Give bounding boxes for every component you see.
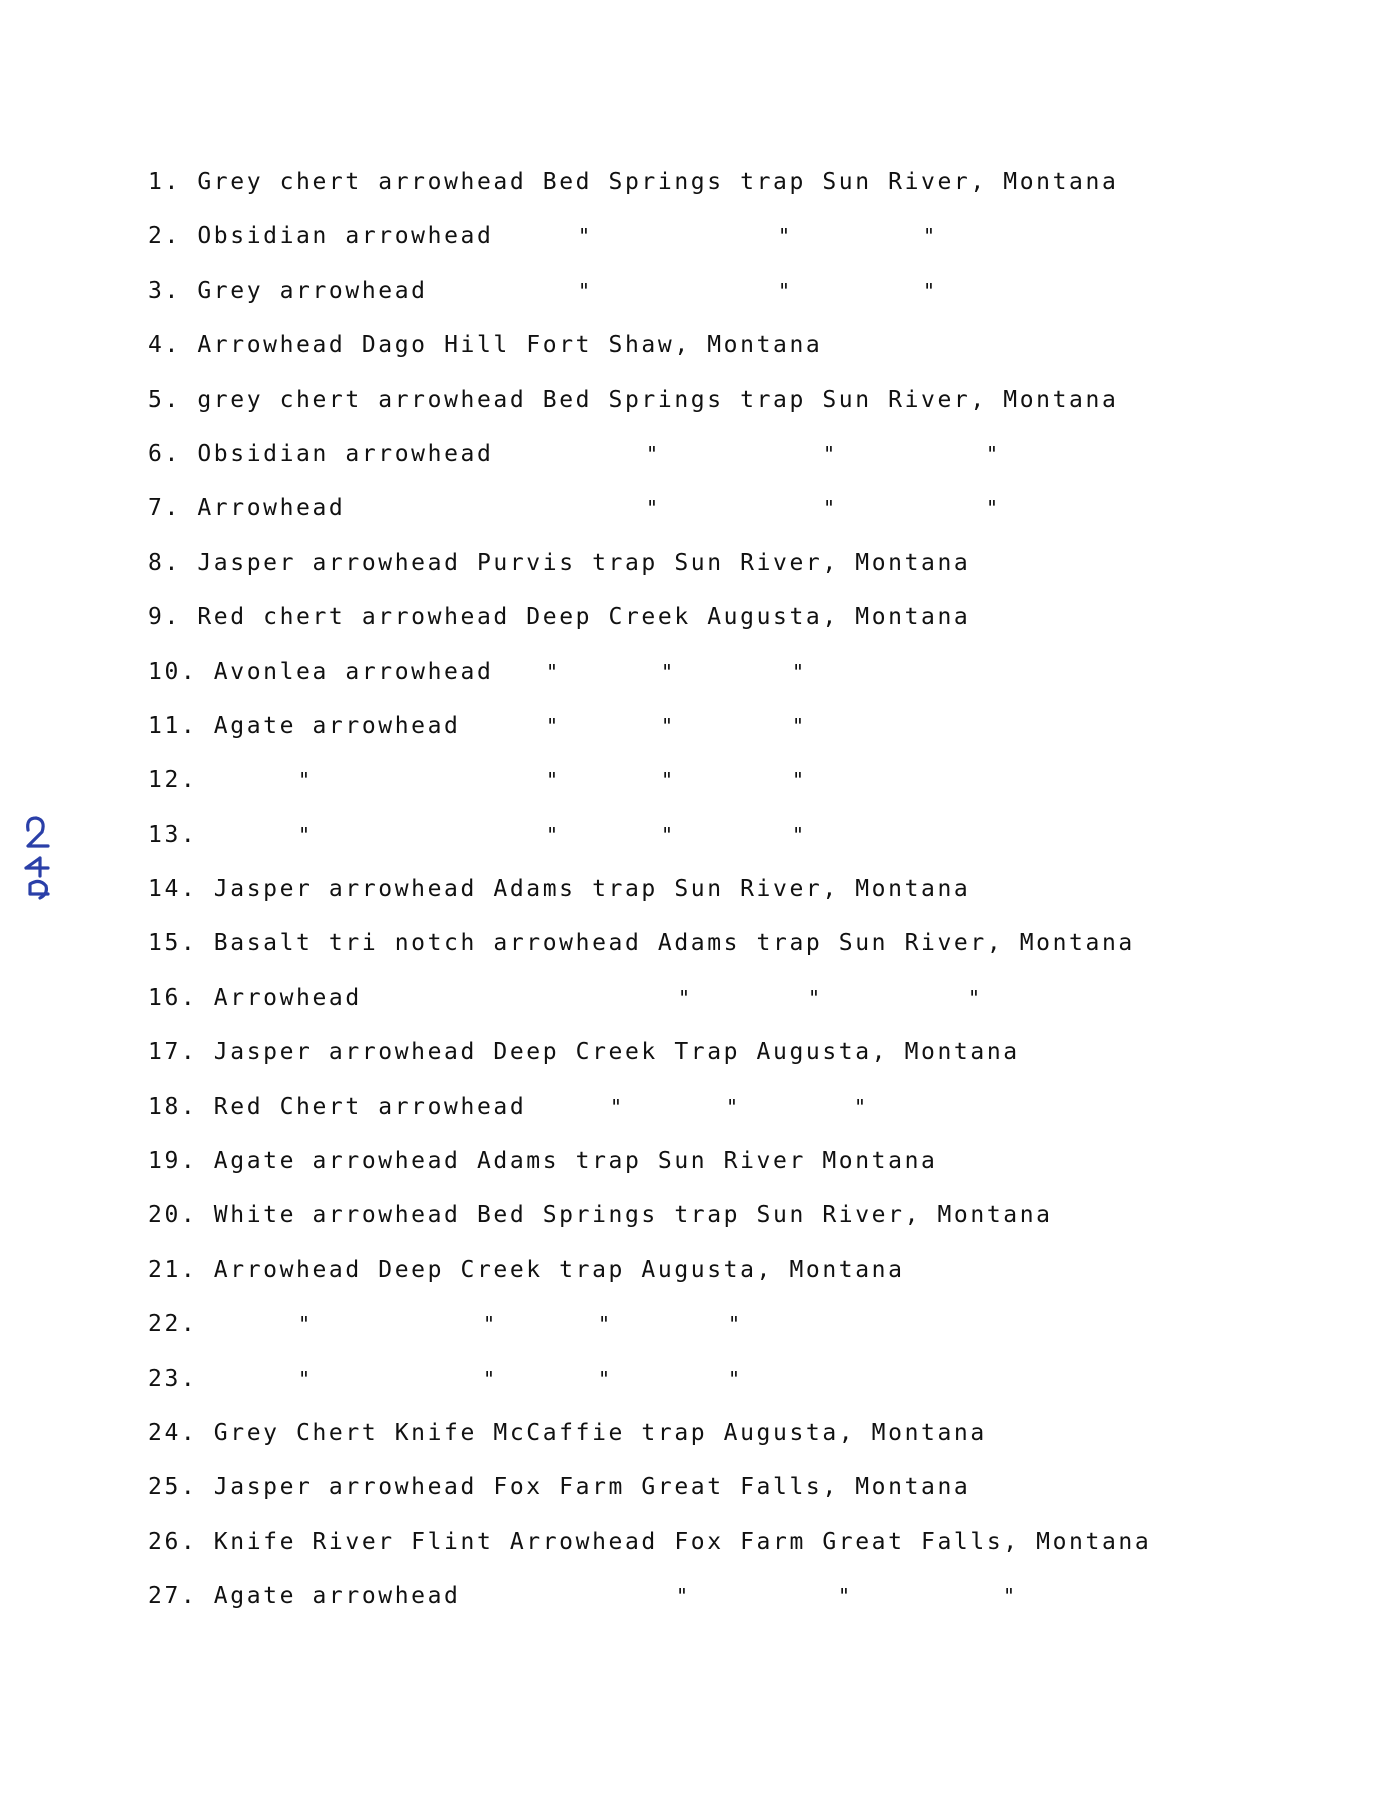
list-item [148, 331, 1228, 385]
entry-text: Avonlea arrowhead [213, 658, 494, 685]
entry-number: 15. [148, 930, 198, 957]
list-item [148, 658, 1228, 712]
ditto-mark: " [1003, 1584, 1016, 1609]
ditto-mark: " [298, 768, 311, 793]
ditto-mark: " [546, 659, 559, 684]
entry-number: 19. [148, 1148, 198, 1175]
list-item [148, 549, 1228, 603]
ditto-mark: " [610, 1094, 623, 1119]
entry-text: Agate arrowhead [213, 712, 461, 739]
ditto-mark: " [598, 1366, 611, 1391]
entry-number: 5. [148, 386, 181, 413]
ditto-mark: " [546, 768, 559, 793]
ditto-mark: " [968, 985, 981, 1010]
entry-number: 17. [148, 1039, 198, 1066]
entry-text: Basalt tri notch arrowhead Adams trap Sun River, Montana [213, 930, 1135, 957]
ditto-mark: " [298, 1312, 311, 1337]
list-item [148, 1147, 1228, 1201]
list-item [148, 1310, 1228, 1364]
ditto-mark: " [646, 496, 659, 521]
entry-text: Jasper arrowhead Deep Creek Trap Augusta, Montana [213, 1039, 1020, 1066]
entry-number: 20. [148, 1202, 198, 1229]
entry-number: 12. [148, 767, 198, 794]
entry-number: 18. [148, 1093, 198, 1120]
entry-number: 23. [148, 1365, 198, 1392]
ditto-mark: " [678, 985, 691, 1010]
entry-text: Grey chert arrowhead Bed Springs trap Sun River, Montana [197, 169, 1119, 195]
ditto-mark: " [986, 496, 999, 521]
list-item [148, 984, 1228, 1038]
entry-text: Knife River Flint Arrowhead Fox Farm Great Falls, Montana [213, 1528, 1152, 1555]
ditto-mark: " [728, 1366, 741, 1391]
entry-text: Jasper arrowhead Adams trap Sun River, Montana [213, 876, 971, 903]
entry-text: Arrowhead [197, 495, 346, 522]
ditto-mark: " [598, 1312, 611, 1337]
entry-text: Grey arrowhead [197, 277, 428, 304]
entry-number: 27. [148, 1583, 198, 1610]
ditto-mark: " [298, 1366, 311, 1391]
entry-number: 24. [148, 1419, 198, 1446]
list-item [148, 494, 1228, 548]
entry-number: 22. [148, 1311, 198, 1338]
ditto-mark: " [778, 278, 791, 303]
entry-list [148, 168, 1228, 1637]
ditto-mark: " [578, 224, 591, 249]
entry-number: 6. [148, 440, 181, 467]
entry-number: 1. [148, 169, 181, 195]
list-item [148, 440, 1228, 494]
list-item [148, 168, 1228, 222]
list-item [148, 875, 1228, 929]
ditto-mark: " [483, 1312, 496, 1337]
entry-number: 14. [148, 876, 198, 903]
ditto-mark: " [546, 713, 559, 738]
ditto-mark: " [986, 441, 999, 466]
entry-text: Arrowhead [213, 984, 362, 1011]
entry-text: Grey Chert Knife McCaffie trap Augusta, Montana [213, 1419, 987, 1446]
ditto-mark: " [792, 713, 805, 738]
list-item [148, 222, 1228, 276]
ditto-mark: " [838, 1584, 851, 1609]
entry-text: Red Chert arrowhead [213, 1093, 527, 1120]
ditto-mark: " [728, 1312, 741, 1337]
entry-number: 8. [148, 549, 181, 576]
list-item [148, 712, 1228, 766]
entry-number: 13. [148, 821, 198, 848]
ditto-mark: " [923, 278, 936, 303]
list-item [148, 1365, 1228, 1419]
ditto-mark: " [578, 278, 591, 303]
list-item [148, 1528, 1228, 1582]
entry-number: 3. [148, 277, 181, 304]
ditto-mark: " [726, 1094, 739, 1119]
list-item [148, 603, 1228, 657]
entry-number: 10. [148, 658, 198, 685]
entry-number: 21. [148, 1256, 198, 1283]
entry-number: 4. [148, 332, 181, 359]
entry-text: Jasper arrowhead Fox Farm Great Falls, Montana [213, 1474, 971, 1501]
ditto-mark: " [483, 1366, 496, 1391]
entry-text: Arrowhead Deep Creek trap Augusta, Montana [213, 1256, 905, 1283]
list-item [148, 1419, 1228, 1473]
ditto-mark: " [676, 1584, 689, 1609]
ditto-mark: " [661, 659, 674, 684]
list-item [148, 1038, 1228, 1092]
entry-number: 26. [148, 1528, 198, 1555]
entry-text: Obsidian arrowhead [197, 223, 494, 250]
list-item [148, 1201, 1228, 1255]
list-item [148, 1582, 1228, 1636]
entry-number: 25. [148, 1474, 198, 1501]
ditto-mark: " [792, 659, 805, 684]
ditto-mark: " [778, 224, 791, 249]
list-item [148, 386, 1228, 440]
entry-number: 7. [148, 495, 181, 522]
list-item [148, 766, 1228, 820]
list-item [148, 929, 1228, 983]
ditto-mark: " [923, 224, 936, 249]
list-item [148, 1256, 1228, 1310]
ditto-mark: " [646, 441, 659, 466]
handwritten-page-number [18, 806, 58, 906]
entry-number: 11. [148, 712, 198, 739]
entry-text: Red chert arrowhead Deep Creek Augusta, Montana [197, 604, 971, 631]
entry-text: Agate arrowhead Adams trap Sun River Montana [213, 1148, 938, 1175]
ditto-mark: " [854, 1094, 867, 1119]
entry-text: Arrowhead Dago Hill Fort Shaw, Montana [197, 332, 823, 359]
ditto-mark: " [823, 496, 836, 521]
ditto-mark: " [661, 768, 674, 793]
entry-number: 16. [148, 984, 198, 1011]
ditto-mark: " [298, 822, 311, 847]
list-item [148, 1473, 1228, 1527]
entry-number: 2. [148, 223, 181, 250]
ditto-mark: " [661, 822, 674, 847]
list-item [148, 1093, 1228, 1147]
list-item [148, 277, 1228, 331]
ditto-mark: " [823, 441, 836, 466]
ditto-mark: " [792, 768, 805, 793]
entry-text: White arrowhead Bed Springs trap Sun River, Montana [213, 1202, 1053, 1229]
entry-number: 9. [148, 604, 181, 631]
entry-text: Agate arrowhead [213, 1583, 461, 1610]
ditto-mark: " [808, 985, 821, 1010]
list-item [148, 821, 1228, 875]
entry-text: Obsidian arrowhead [197, 440, 494, 467]
entry-text: Jasper arrowhead Purvis trap Sun River, Montana [197, 549, 971, 576]
ditto-mark: " [546, 822, 559, 847]
ditto-mark: " [661, 713, 674, 738]
ditto-mark: " [792, 822, 805, 847]
entry-text: grey chert arrowhead Bed Springs trap Sun River, Montana [197, 386, 1119, 413]
